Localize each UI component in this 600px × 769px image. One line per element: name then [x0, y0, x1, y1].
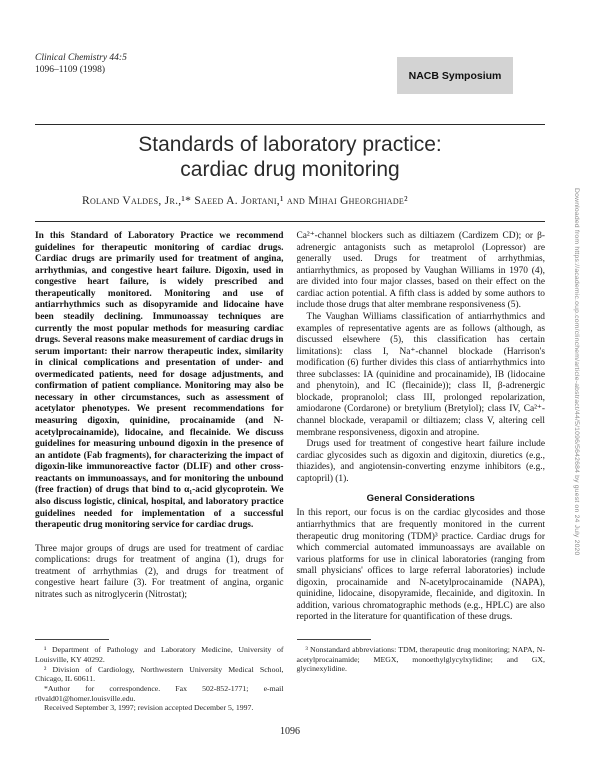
left-column	[35, 231, 284, 713]
body-paragraph-4: In this report, our focus is on the cardiac glycosides and those antiarrhythmics that are frequently monitored in the current therapeutic drug monitoring (TDM)³ practice. Cardiac drugs for which commercial automated immunoassays are available on various platforms for use in clinical laboratories (ranging from small physicians' offices to large referral laboratories) include digoxin, procainamide and N-acetylprocainamide (NAPA), quinidine, lidocaine, disopyramide, flecainide, and digitoxin. In addition, various chromatographic methods (e.g., HPLC) are also reported in the literature for quantification of these drugs.	[296, 508, 545, 623]
journal-pages-year: 1096–1109 (1998)	[35, 65, 106, 76]
article-title-line2: cardiac drug monitoring	[180, 157, 400, 181]
footnote-abbreviations: ³ Nonstandard abbreviations: TDM, therapeutic drug monitoring; NAPA, N-acetylprocainamide; MEGX, monoethylglycylxylidine; and GX, glycinexylidine.	[296, 645, 545, 674]
download-watermark: Downloaded from https://academic.oup.com/clinchem/article-abstract/44/5/1096/5642684 by guest on 24 July 2020	[573, 188, 580, 556]
right-footnote-block	[297, 631, 546, 674]
abstract-paragraph: In this Standard of Laboratory Practice we recommend guidelines for therapeutic monitoring of cardiac drugs. Cardiac drugs are primarily used for treatment of angina, arrhythmias, and congestive heart failure. Digoxin, used in congestive heart failure, is widely prescribed and therapeutically monitored. Monitoring and use of antiarrhythmics such as disopyramide and lidocaine have been steadily declining. Immunoassay techniques are currently the most popular methods for measuring cardiac drugs. Several reasons make measurement of cardiac drugs in serum important: their narrow therapeutic index, similarity in clinical complications and presentation of under- and overmedicated patients, need for dosage adjustments, and confirmation of patient compliance. Monitoring may also be necessary in other circumstances, such as assessment of acetylator phenotypes. We present recommendations for measuring digoxin, quinidine, procainamide (and N-acetylprocainamide), lidocaine, and flecainide. We discuss guidelines for measuring unbound digoxin in the presence of an antidote (Fab fragments), for characterizing the impact of digoxin-like immunoreactive factor (DLIF) and other cross-reactants on immunoassays, and for monitoring the unbound (free fraction) of drugs that bind to α₁-acid glycoprotein. We also discuss logistic, clinical, hospital, and laboratory practice guidelines needed for implementation of a successful therapeutic drug monitoring service for cardiac drugs.	[35, 231, 284, 531]
header-rule	[35, 124, 545, 125]
journal-name: Clinical Chemistry 44:5	[35, 53, 127, 63]
body-paragraph-intro: Three major groups of drugs are used for treatment of cardiac complications: drugs for treatment of angina (1), drugs for treatment of arrhythmias (2), and drugs for treatment of congestive heart failure (3). For treatment of angina, organic nitrates such as nitroglycerin (Nitrostat);	[35, 543, 284, 600]
footnote-correspondence: *Author for correspondence. Fax 502-852-1771; e-mail r0vald01@homer.louisville.edu.	[35, 684, 284, 703]
two-column-body	[35, 231, 545, 713]
body-paragraph-1: Ca²⁺-channel blockers such as diltiazem (Cardizem CD); or β-adrenergic antagonists such as metaprolol (Lopressor) are generally used. Drugs for treatment of arrhythmias, antiarrhythmics, as proposed by Vaughan Williams in 1970 (4), are divided into four major classes, based on their effect on the cardiac action potential. A fifth class is added by some authors to include those drugs that alter membrane responsiveness (5).	[296, 231, 545, 311]
footnote-affiliation-1: ¹ Department of Pathology and Laboratory Medicine, University of Louisville, KY 40292.	[35, 645, 284, 665]
author-byline: Roland Valdes, Jr.,¹* Saeed A. Jortani,¹ and Mihai Gheorghiade²	[82, 195, 408, 207]
footnote-affiliation-2: ² Division of Cardiology, Northwestern University Medical School, Chicago, IL 60611.	[35, 664, 284, 684]
byline-rule	[35, 221, 545, 222]
right-footnote-rule	[297, 639, 371, 640]
body-paragraph-3: Drugs used for treatment of congestive heart failure include cardiac glycosides such as digoxin and digitoxin, diuretics (e.g., thiazides), and angiotensin-converting enzyme inhibitors (e.g., captopril) (1).	[296, 439, 545, 484]
symposium-badge: NACB Symposium	[397, 57, 513, 94]
article-title	[35, 133, 545, 183]
article-title-line1: Standards of laboratory practice:	[138, 133, 442, 156]
section-heading-general-considerations: General Considerations	[366, 493, 475, 505]
footnote-received-dates: Received September 3, 1997; revision accepted December 5, 1997.	[44, 703, 254, 713]
left-footnote-block	[35, 631, 284, 713]
body-paragraph-2: The Vaughan Williams classification of antiarrhythmics and examples of representative agents are as follows (although, as discussed elsewhere (5), this classification has certain limitations): class I, Na⁺-channel blockade (Harrison's modification (6) further divides this class of antiarrhythmics into three subclasses: IA (quinidine and procainamide), IB (lidocaine and phenytoin), and IC (flecainide)); class II, β-adrenergic blockade, propranolol; class III, prolonged repolarization, amiodarone (Cordarone) or bretylium (Bretylol); class IV, Ca²⁺-channel blockade, verapamil or diltiazem; class V, altering cell membrane responsiveness, digoxin and atropine.	[296, 311, 545, 438]
page-number: 1096	[280, 726, 300, 737]
journal-identification	[35, 52, 127, 77]
left-footnote-rule	[35, 639, 109, 640]
right-column	[297, 231, 546, 713]
